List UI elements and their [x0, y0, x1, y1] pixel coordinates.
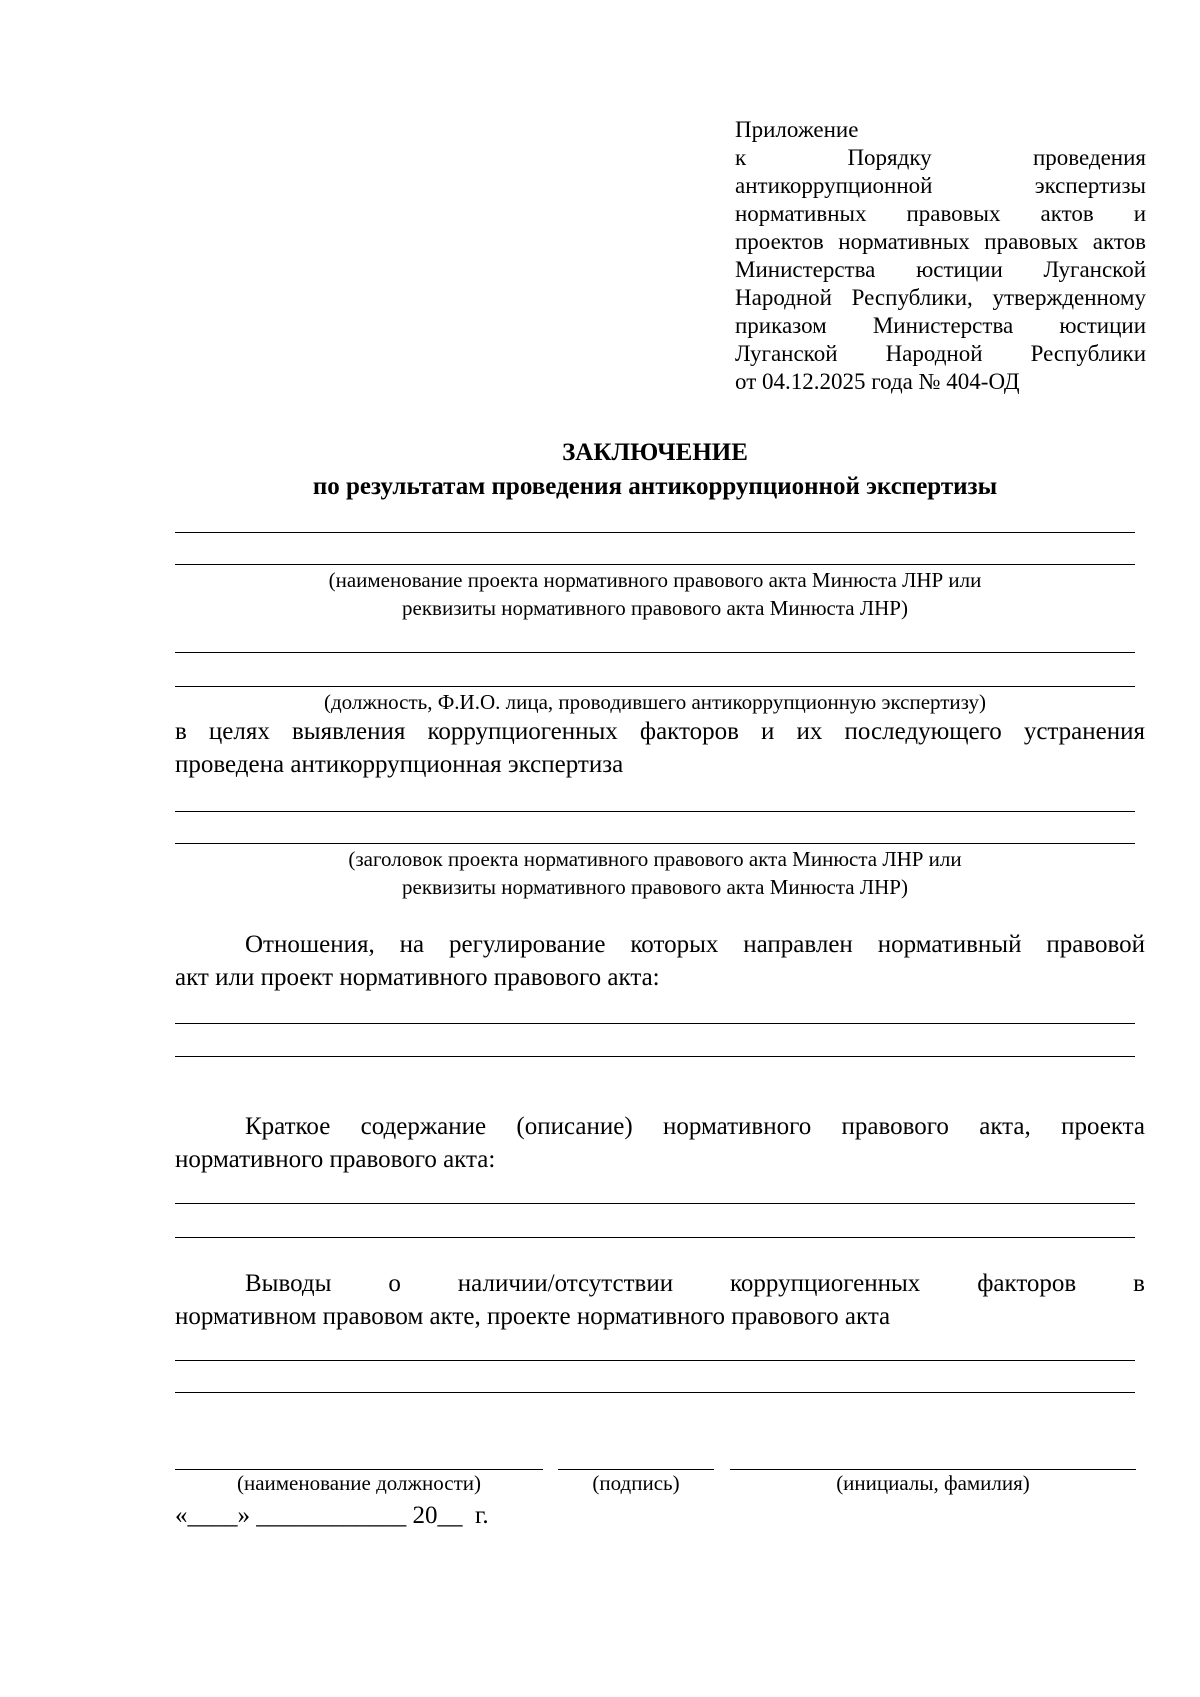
expert-line — [175, 652, 1135, 653]
act-name-hint: реквизиты нормативного правового акта Минюста ЛНР) — [402, 596, 908, 620]
appendix-header — [735, 116, 1146, 396]
purpose-paragraph — [175, 715, 1145, 781]
appendix-line: Министерства юстиции Луганской — [735, 257, 1146, 282]
paragraph-line: в целях выявления коррупциогенных факторов и их последующего устранения — [175, 718, 1145, 745]
summary-line — [175, 1237, 1135, 1238]
appendix-line: Луганской Народной Республики — [735, 341, 1146, 366]
appendix-line: антикоррупционной экспертизы — [735, 173, 1146, 198]
appendix-line: Народной Республики, утвержденному — [735, 285, 1146, 310]
paragraph-line: Отношения, на регулирование которых направлен нормативный правовой — [245, 931, 1145, 958]
appendix-line: Приложение — [735, 117, 859, 142]
position-signature-line — [175, 1469, 543, 1470]
act-title-hint: реквизиты нормативного правового акта Минюста ЛНР) — [402, 875, 908, 899]
expert-hint: (должность, Ф.И.О. лица, проводившего антикоррупционную экспертизу) — [323, 690, 987, 714]
act-name-hint: (наименование проекта нормативного правового акта Минюста ЛНР или — [328, 568, 982, 592]
appendix-line: проектов нормативных правовых актов — [735, 229, 1146, 254]
sign-signature-line — [558, 1469, 714, 1470]
paragraph-line: нормативном правовом акте, проекте нормативного правового акта — [175, 1303, 891, 1330]
name-caption: (инициалы, фамилия) — [836, 1471, 1030, 1495]
paragraph-line: Краткое содержание (описание) нормативного правового акта, проекта — [245, 1113, 1145, 1140]
document-title: ЗАКЛЮЧЕНИЕ — [562, 439, 748, 466]
date-line: «____» ____________ 20__ г. — [175, 1502, 489, 1529]
appendix-line: от 04.12.2025 года № 404-ОД — [735, 369, 1020, 394]
summary-line — [175, 1203, 1135, 1204]
appendix-line: приказом Министерства юстиции — [735, 313, 1146, 338]
appendix-line: нормативных правовых актов и — [735, 201, 1146, 226]
paragraph-line: проведена антикоррупционная экспертиза — [175, 751, 624, 778]
name-signature-line — [730, 1469, 1136, 1470]
act-name-line — [175, 564, 1135, 565]
relations-paragraph — [175, 928, 1145, 994]
position-caption: (наименование должности) — [236, 1471, 482, 1495]
relations-line — [175, 1056, 1135, 1057]
act-title-line — [175, 843, 1135, 844]
expert-line — [175, 686, 1135, 687]
appendix-line: к Порядку проведения — [735, 145, 1146, 170]
act-title-hint: (заголовок проекта нормативного правового акта Минюста ЛНР или — [348, 847, 962, 871]
relations-line — [175, 1023, 1135, 1024]
act-title-line — [175, 811, 1135, 812]
paragraph-line: нормативного правового акта: — [175, 1146, 496, 1173]
act-name-line — [175, 532, 1135, 533]
conclusions-line — [175, 1392, 1135, 1393]
conclusions-paragraph — [175, 1267, 1145, 1333]
paragraph-line: Выводы о наличии/отсутствии коррупциогенных факторов в — [245, 1270, 1145, 1297]
summary-paragraph — [175, 1110, 1145, 1176]
sign-caption: (подпись) — [592, 1471, 680, 1495]
conclusions-line — [175, 1360, 1135, 1361]
paragraph-line: акт или проект нормативного правового акта: — [175, 964, 660, 991]
document-subtitle: по результатам проведения антикоррупционной экспертизы — [312, 473, 998, 500]
